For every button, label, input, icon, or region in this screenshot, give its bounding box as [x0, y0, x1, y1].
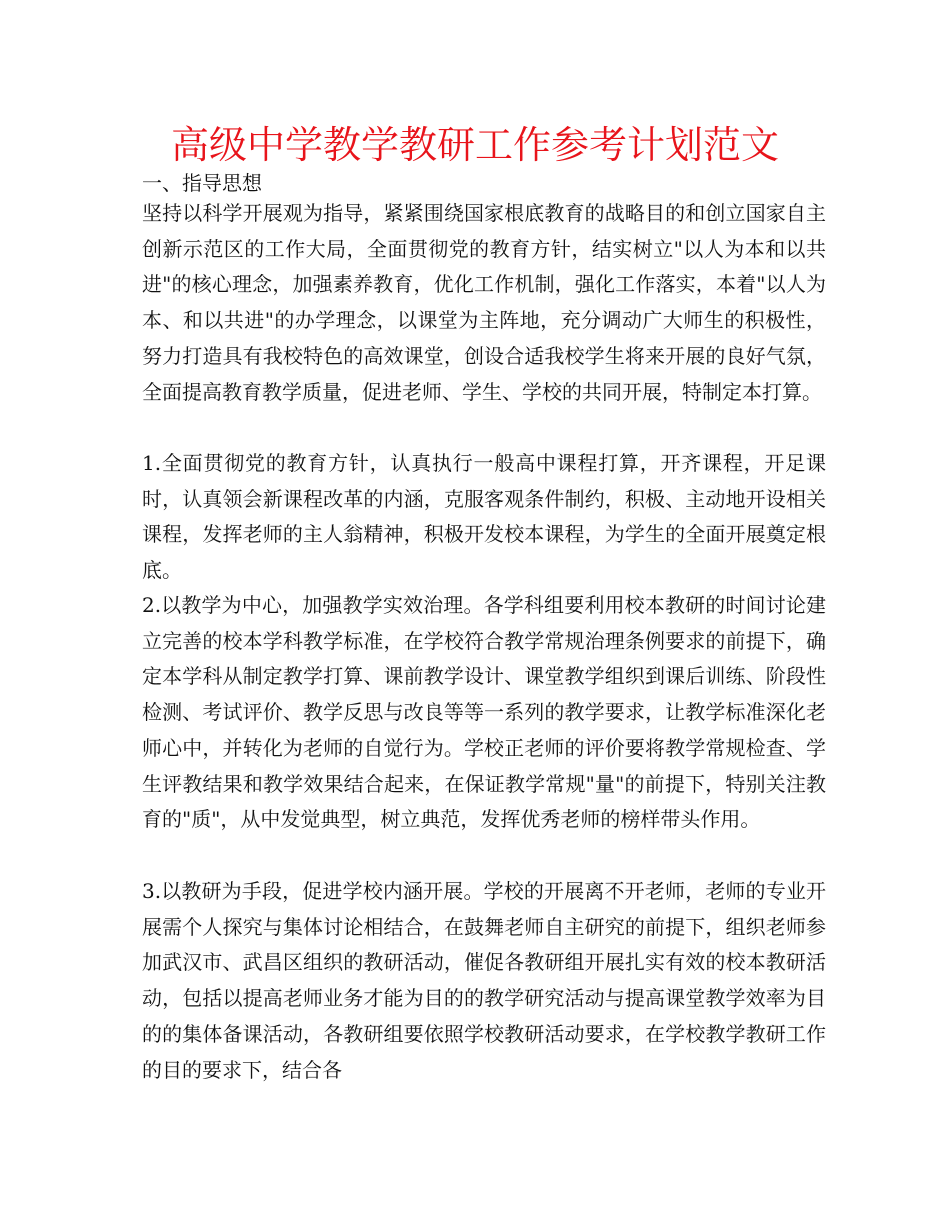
paragraph-item-3: 3.以教研为手段，促进学校内涵开展。学校的开展离不开老师，老师的专业开展需个人探究与集体讨论相结合，在鼓舞老师自主研究的前提下，组织老师参加武汉市、武昌区组织的教研活动，催促各教研组开展扎实有效的校本教研活动，包括以提高老师业务才能为目的的教学研究活动与提高课堂教学效率为目的的集体备课活动，各教研组要依照学校教研活动要求，在学校教学教研工作的目的要求下，结合各	[142, 879, 826, 1082]
section-heading: 一、指导思想	[142, 171, 262, 195]
paragraph-guiding-thought: 坚持以科学开展观为指导，紧紧围绕国家根底教育的战略目的和创立国家自主创新示范区的工作大局，全面贯彻党的教育方针，结实树立"以人为本和以共进"的核心理念，加强素养教育，优化工作机制，强化工作落实，本着"以人为本、和以共进"的办学理念，以课堂为主阵地，充分调动广大师生的积极性，努力打造具有我校特色的高效课堂，创设合适我校学生将来开展的良好气氛，全面提高教育教学质量，促进老师、学生、学校的共同开展，特制定本打算。	[142, 201, 826, 404]
document-title: 高级中学教学教研工作参考计划范文	[170, 123, 779, 167]
paragraph-item-1: 1.全面贯彻党的教育方针，认真执行一般高中课程打算，开齐课程，开足课时，认真领会新课程改革的内涵，克服客观条件制约，积极、主动地开设相关课程，发挥老师的主人翁精神，积极开发校本课程，为学生的全面开展奠定根底。	[142, 451, 826, 583]
paragraph-item-2: 2.以教学为中心，加强教学实效治理。各学科组要利用校本教研的时间讨论建立完善的校本学科教学标准，在学校符合教学常规治理条例要求的前提下，确定本学科从制定教学打算、课前教学设计、课堂教学组织到课后训练、阶段性检测、考试评价、教学反思与改良等等一系列的教学要求，让教学标准深化老师心中，并转化为老师的自觉行为。学校正老师的评价要将教学常规检查、学生评教结果和教学效果结合起来，在保证教学常规"量"的前提下，特别关注教育的"质"，从中发觉典型，树立典范，发挥优秀老师的榜样带头作用。	[142, 593, 826, 832]
